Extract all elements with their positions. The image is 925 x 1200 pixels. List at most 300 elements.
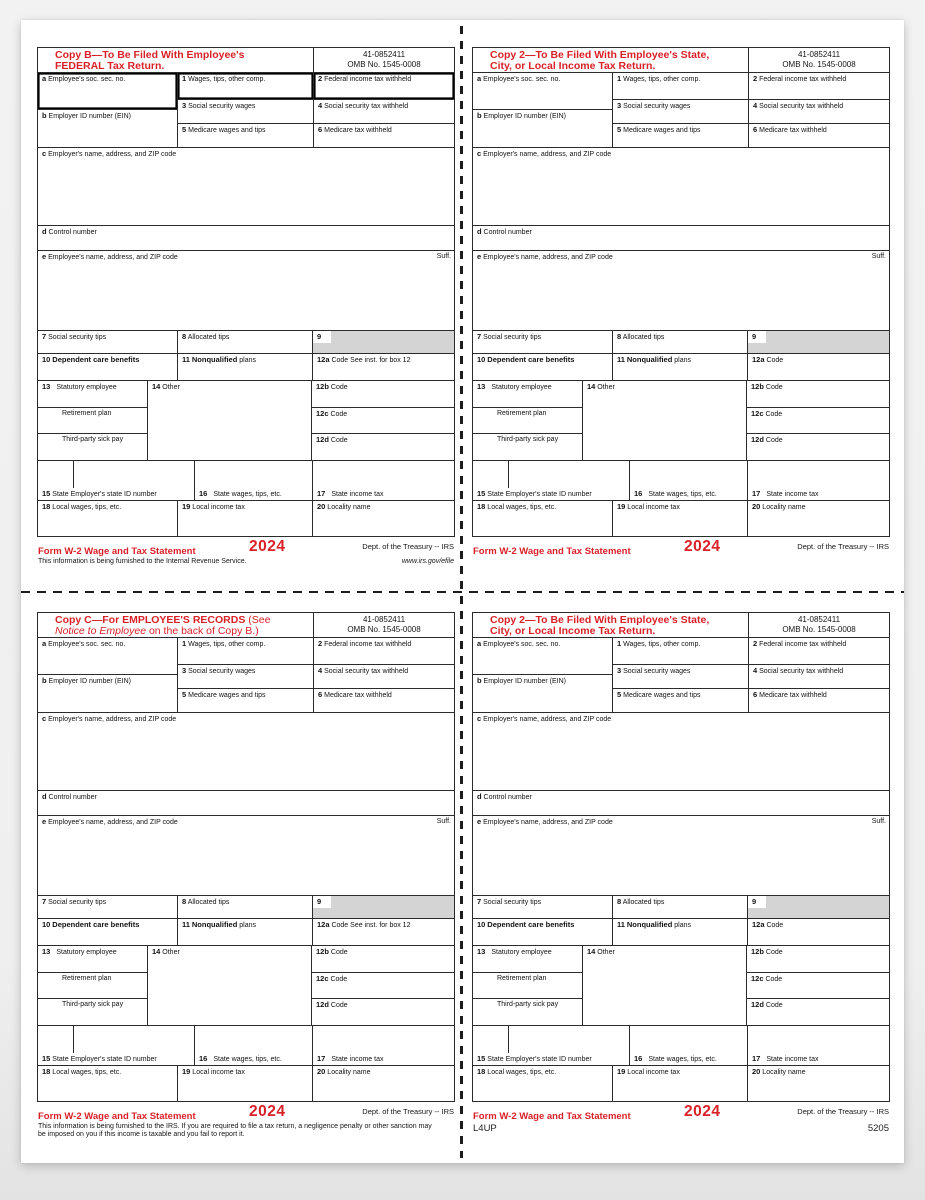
box-2-federal-tax bbox=[749, 73, 889, 99]
box-13-statutory-employee bbox=[38, 946, 147, 973]
box-5-number: 5 bbox=[182, 125, 187, 134]
box-5-medicare-wages bbox=[178, 124, 314, 147]
column-a-b bbox=[473, 73, 613, 147]
box-b-label: Employer ID number (EIN) bbox=[483, 113, 567, 120]
form-title-footer: Form W-2 Wage and Tax Statement bbox=[473, 1111, 631, 1122]
box-b-number: b bbox=[42, 676, 47, 685]
box-13-label: Statutory employee bbox=[56, 384, 117, 391]
box-20-locality-name bbox=[748, 1066, 889, 1101]
box-8-number: 8 bbox=[617, 897, 622, 906]
treasury-dept-label: Dept. of the Treasury -- IRS bbox=[797, 542, 889, 551]
box-3-label: Social security wages bbox=[188, 103, 256, 110]
box-16-label: State wages, tips, etc. bbox=[648, 490, 717, 498]
box-e-label: Employee's name, address, and ZIP code bbox=[483, 254, 613, 261]
box-15-label: State Employer's state ID number bbox=[52, 1055, 157, 1063]
control-print-number: 41-0852411 bbox=[797, 615, 841, 624]
box-2-label: Federal income tax withheld bbox=[759, 641, 847, 648]
box-d-label: Control number bbox=[483, 229, 532, 236]
box-12c-code bbox=[312, 408, 454, 434]
box-e-employee-name bbox=[38, 816, 454, 896]
box-e-employee-name bbox=[473, 251, 889, 331]
box-8-allocated-tips bbox=[178, 896, 313, 918]
box-20-locality-name bbox=[313, 1066, 454, 1101]
box-c-number: c bbox=[477, 714, 482, 723]
box-d-number: d bbox=[477, 227, 482, 236]
box-3-label: Social security wages bbox=[623, 668, 691, 675]
box-12c-number: 12c bbox=[751, 974, 764, 983]
box-13-checkboxes bbox=[38, 381, 148, 460]
treasury-dept-label: Dept. of the Treasury -- IRS bbox=[797, 1107, 889, 1116]
copy-title-reg-1: (See bbox=[245, 614, 271, 626]
treasury-dept-label: Dept. of the Treasury -- IRS bbox=[362, 542, 454, 551]
footer-notes bbox=[473, 1123, 889, 1133]
box-2-number: 2 bbox=[318, 74, 323, 83]
box-6-medicare-tax bbox=[314, 689, 454, 712]
box-b-label: Employer ID number (EIN) bbox=[48, 678, 132, 685]
box-4-number: 4 bbox=[318, 101, 323, 110]
box-e-number: e bbox=[42, 817, 47, 826]
omb-number: OMB No. 1545-0008 bbox=[347, 60, 421, 69]
form-title-footer: Form W-2 Wage and Tax Statement bbox=[38, 1111, 196, 1122]
box-3-ss-wages bbox=[178, 100, 314, 123]
box-5-number: 5 bbox=[617, 125, 622, 134]
boxes-7-8-9-band bbox=[473, 896, 889, 919]
box-b-employer-ein bbox=[473, 675, 612, 712]
box-11-number: 11 bbox=[617, 355, 625, 364]
box-e-employee-name bbox=[38, 251, 454, 331]
box-1-number: 1 bbox=[182, 639, 187, 648]
box-e-label: Employee's name, address, and ZIP code bbox=[48, 254, 178, 261]
box-3-number: 3 bbox=[182, 666, 187, 675]
box-15-label: State Employer's state ID number bbox=[487, 490, 592, 498]
box-7-label: Social security tips bbox=[483, 334, 542, 341]
box-c-label: Employer's name, address, and ZIP code bbox=[48, 151, 177, 158]
box-7-label: Social security tips bbox=[48, 334, 107, 341]
box-18-number: 18 bbox=[42, 1067, 51, 1076]
box-12d-number: 12d bbox=[751, 1000, 764, 1009]
box-8-label: Allocated tips bbox=[187, 334, 230, 341]
box-1-number: 1 bbox=[617, 639, 622, 648]
copy-title-italic-2: Notice to Employee bbox=[55, 625, 147, 637]
state-code-divider bbox=[73, 461, 74, 488]
box-14-number: 14 bbox=[587, 382, 596, 391]
box-19-local-income-tax bbox=[178, 1066, 313, 1101]
box-6-label: Medicare tax withheld bbox=[324, 692, 392, 699]
box-17-label: State income tax bbox=[331, 490, 384, 498]
box-a-employee-ssn bbox=[473, 73, 612, 110]
box-20-number: 20 bbox=[317, 1067, 326, 1076]
box-16-number: 16 bbox=[199, 1053, 208, 1063]
boxes-1-to-6 bbox=[613, 73, 889, 147]
box-d-number: d bbox=[42, 227, 47, 236]
box-4-number: 4 bbox=[753, 666, 758, 675]
box-20-number: 20 bbox=[317, 502, 326, 511]
tax-year: 2024 bbox=[249, 1103, 286, 1120]
box-18-label: Local wages, tips, etc. bbox=[487, 504, 557, 511]
box-18-number: 18 bbox=[477, 1067, 486, 1076]
box-18-number: 18 bbox=[42, 502, 51, 511]
box-9-number: 9 bbox=[748, 331, 766, 343]
box-17-number: 17 bbox=[752, 488, 761, 498]
footer-note-right: 5205 bbox=[867, 1123, 889, 1134]
box-9-shaded bbox=[748, 896, 889, 918]
retirement-plan-label: Retirement plan bbox=[497, 975, 547, 982]
cut-line-horizontal bbox=[21, 591, 904, 593]
box-5-label: Medicare wages and tips bbox=[623, 692, 701, 699]
box-19-label: Local income tax bbox=[627, 504, 680, 511]
third-party-sick-pay-label: Third-party sick pay bbox=[62, 436, 124, 443]
box-5-number: 5 bbox=[182, 690, 187, 699]
box-2-federal-tax bbox=[314, 73, 454, 99]
box-13-statutory-employee bbox=[473, 946, 582, 973]
box-1-label: Wages, tips, other comp. bbox=[623, 641, 701, 648]
box-7-ss-tips bbox=[38, 331, 178, 353]
box-d-label: Control number bbox=[48, 794, 97, 801]
copy-title-bold-2: FEDERAL Tax Return. bbox=[55, 60, 165, 72]
boxes-13-14-12bcd-band bbox=[473, 381, 889, 461]
box-12c-number: 12c bbox=[316, 974, 329, 983]
box-19-number: 19 bbox=[617, 502, 626, 511]
box-d-number: d bbox=[42, 792, 47, 801]
box-e-number: e bbox=[42, 252, 47, 261]
boxes-7-8-9-band bbox=[473, 331, 889, 354]
form-header bbox=[473, 613, 889, 638]
box-9-number: 9 bbox=[313, 896, 331, 908]
box-12d-code bbox=[312, 999, 454, 1025]
box-a-label: Employee's soc. sec. no. bbox=[483, 641, 561, 648]
copy-title-bold-1: Copy C—For EMPLOYEE'S RECORDS bbox=[55, 614, 246, 626]
box-17-state-income-tax bbox=[748, 1026, 889, 1065]
box-2-federal-tax bbox=[314, 638, 454, 664]
box-16-state-wages bbox=[630, 461, 748, 500]
box-15-number: 15 bbox=[42, 1053, 51, 1063]
copy-title-line-2 bbox=[490, 626, 746, 637]
box-16-number: 16 bbox=[634, 1053, 643, 1063]
box-4-ss-tax bbox=[314, 100, 454, 123]
state-code-divider bbox=[73, 1026, 74, 1053]
box-17-state-income-tax bbox=[313, 1026, 454, 1065]
box-a-number: a bbox=[477, 639, 482, 648]
box-5-medicare-wages bbox=[613, 689, 749, 712]
box-12c-label: Code bbox=[765, 976, 783, 983]
box-a-employee-ssn bbox=[473, 638, 612, 675]
box-18-local-wages bbox=[473, 1066, 613, 1101]
w2-quadrant-copy-c-employee-records bbox=[37, 612, 455, 1145]
box-12d-number: 12d bbox=[751, 435, 764, 444]
box-11-nonqualified-plans bbox=[613, 919, 748, 945]
box-5-medicare-wages bbox=[613, 124, 749, 147]
box-2-federal-tax bbox=[749, 638, 889, 664]
box-12b-number: 12b bbox=[316, 382, 329, 391]
boxes-13-14-12bcd-band bbox=[473, 946, 889, 1026]
box-13-retirement-plan bbox=[473, 973, 582, 999]
box-11-label-reg: plans bbox=[239, 357, 256, 364]
form-header bbox=[473, 48, 889, 73]
boxes-1-to-6 bbox=[178, 638, 454, 712]
boxes-12b-12c-12d bbox=[312, 946, 454, 1025]
box-12a-label: Code See inst. for box 12 bbox=[331, 922, 411, 929]
box-14-other bbox=[583, 946, 747, 1025]
control-print-number: 41-0852411 bbox=[362, 50, 406, 59]
header-boxes-band bbox=[473, 73, 889, 148]
footer-note-left: This information is being furnished to the Internal Revenue Service. bbox=[38, 558, 247, 565]
box-d-number: d bbox=[477, 792, 482, 801]
header-boxes-band bbox=[473, 638, 889, 713]
box-14-other bbox=[583, 381, 747, 460]
box-3-ss-wages bbox=[613, 665, 749, 688]
box-16-state-wages bbox=[630, 1026, 748, 1065]
box-11-label-bold: Nonqualified bbox=[191, 355, 238, 364]
box-7-number: 7 bbox=[477, 332, 482, 341]
box-15-number: 15 bbox=[477, 488, 486, 498]
tax-year: 2024 bbox=[684, 1103, 721, 1120]
box-14-label: Other bbox=[597, 949, 615, 956]
column-a-b bbox=[38, 638, 178, 712]
box-1-label: Wages, tips, other comp. bbox=[188, 76, 266, 83]
box-c-number: c bbox=[42, 149, 47, 158]
box-18-label: Local wages, tips, etc. bbox=[52, 504, 122, 511]
box-10-label: Dependent care benefits bbox=[52, 920, 140, 929]
box-1-label: Wages, tips, other comp. bbox=[188, 641, 266, 648]
box-2-number: 2 bbox=[753, 74, 758, 83]
control-print-number: 41-0852411 bbox=[362, 615, 406, 624]
omb-box bbox=[314, 613, 454, 637]
suffix-label: Suff. bbox=[871, 818, 886, 825]
boxes-1-to-6 bbox=[613, 638, 889, 712]
box-8-allocated-tips bbox=[178, 331, 313, 353]
copy-title-bold-1: Copy 2—To Be Filed With Employee's State, bbox=[490, 49, 710, 61]
boxes-15-16-17-band bbox=[473, 1026, 889, 1066]
copy-title-bold-1: Copy 2—To Be Filed With Employee's State, bbox=[490, 614, 710, 626]
box-10-label: Dependent care benefits bbox=[52, 355, 140, 364]
header-boxes-band bbox=[38, 638, 454, 713]
box-13-checkboxes bbox=[473, 381, 583, 460]
box-8-allocated-tips bbox=[613, 331, 748, 353]
box-13-number: 13 bbox=[42, 382, 51, 391]
box-12a-label: Code bbox=[766, 922, 784, 929]
box-20-number: 20 bbox=[752, 1067, 761, 1076]
boxes-12b-12c-12d bbox=[747, 946, 889, 1025]
box-1-number: 1 bbox=[617, 74, 622, 83]
box-6-label: Medicare tax withheld bbox=[324, 127, 392, 134]
box-15-label: State Employer's state ID number bbox=[52, 490, 157, 498]
box-8-number: 8 bbox=[617, 332, 622, 341]
box-12b-label: Code bbox=[765, 384, 783, 391]
box-16-state-wages bbox=[195, 1026, 313, 1065]
box-13-number: 13 bbox=[477, 947, 486, 956]
box-17-number: 17 bbox=[317, 488, 326, 498]
box-16-label: State wages, tips, etc. bbox=[213, 490, 282, 498]
box-13-third-party-sick-pay bbox=[473, 999, 582, 1025]
box-13-checkboxes bbox=[38, 946, 148, 1025]
box-c-employer-name bbox=[473, 713, 889, 791]
column-a-b bbox=[38, 73, 178, 147]
box-18-label: Local wages, tips, etc. bbox=[52, 1069, 122, 1076]
footer-note-right: www.irs.gov/efile bbox=[401, 558, 454, 565]
box-7-ss-tips bbox=[473, 896, 613, 918]
box-d-label: Control number bbox=[483, 794, 532, 801]
boxes-10-11-12a-band bbox=[473, 354, 889, 381]
w2-4up-sheet bbox=[21, 20, 904, 1163]
box-12c-code bbox=[312, 973, 454, 999]
box-4-label: Social security tax withheld bbox=[759, 103, 844, 110]
box-19-number: 19 bbox=[182, 502, 191, 511]
box-10-dependent-care bbox=[473, 919, 613, 945]
box-12a-label: Code bbox=[766, 357, 784, 364]
state-code-divider bbox=[508, 461, 509, 488]
box-e-number: e bbox=[477, 252, 482, 261]
box-2-number: 2 bbox=[753, 639, 758, 648]
boxes-7-8-9-band bbox=[38, 896, 454, 919]
box-c-employer-name bbox=[38, 713, 454, 791]
box-12a-code bbox=[748, 354, 889, 380]
box-19-local-income-tax bbox=[178, 501, 313, 536]
box-8-label: Allocated tips bbox=[622, 899, 665, 906]
box-9-shaded bbox=[313, 331, 454, 353]
box-11-number: 11 bbox=[182, 920, 190, 929]
box-12c-label: Code bbox=[330, 976, 348, 983]
box-a-number: a bbox=[42, 74, 47, 83]
treasury-dept-label: Dept. of the Treasury -- IRS bbox=[362, 1107, 454, 1116]
box-10-dependent-care bbox=[38, 354, 178, 380]
box-2-label: Federal income tax withheld bbox=[324, 641, 412, 648]
retirement-plan-label: Retirement plan bbox=[497, 410, 547, 417]
box-17-state-income-tax bbox=[313, 461, 454, 500]
box-13-retirement-plan bbox=[473, 408, 582, 434]
box-12b-number: 12b bbox=[316, 947, 329, 956]
suffix-label: Suff. bbox=[871, 253, 886, 260]
copy-title-bold-1: Copy B—To Be Filed With Employee's bbox=[55, 49, 245, 61]
box-12c-code bbox=[747, 408, 889, 434]
box-20-number: 20 bbox=[752, 502, 761, 511]
box-10-label: Dependent care benefits bbox=[487, 355, 575, 364]
box-18-local-wages bbox=[38, 501, 178, 536]
box-16-number: 16 bbox=[634, 488, 643, 498]
boxes-15-16-17-band bbox=[473, 461, 889, 501]
box-17-label: State income tax bbox=[766, 1055, 819, 1063]
w2-quadrant-copy-b-federal bbox=[37, 47, 455, 580]
box-3-ss-wages bbox=[613, 100, 749, 123]
box-14-label: Other bbox=[597, 384, 615, 391]
footer-note-left: This information is being furnished to the IRS. If you are required to file a tax return, a negligence penalty or other sanction may be imposed on you if this income is taxable and you fail to report it. bbox=[38, 1123, 432, 1138]
box-b-label: Employer ID number (EIN) bbox=[48, 113, 132, 120]
box-b-number: b bbox=[477, 111, 482, 120]
box-12a-number: 12a bbox=[317, 355, 330, 364]
box-b-number: b bbox=[477, 676, 482, 685]
box-4-ss-tax bbox=[749, 100, 889, 123]
box-14-other bbox=[148, 381, 312, 460]
box-19-local-income-tax bbox=[613, 501, 748, 536]
box-19-label: Local income tax bbox=[192, 1069, 245, 1076]
header-boxes-band bbox=[38, 73, 454, 148]
copy-title-bold-2: City, or Local Income Tax Return. bbox=[490, 60, 656, 72]
w2-form-border bbox=[472, 47, 890, 537]
box-6-medicare-tax bbox=[749, 124, 889, 147]
box-14-number: 14 bbox=[152, 947, 161, 956]
box-12b-number: 12b bbox=[751, 947, 764, 956]
boxes-12b-12c-12d bbox=[312, 381, 454, 460]
box-12b-code bbox=[312, 946, 454, 973]
box-20-locality-name bbox=[748, 501, 889, 536]
box-15-number: 15 bbox=[42, 488, 51, 498]
copy-title-reg-2: on the back of Copy B.) bbox=[146, 625, 259, 637]
box-4-label: Social security tax withheld bbox=[324, 668, 409, 675]
w2-form-border bbox=[472, 612, 890, 1102]
box-17-label: State income tax bbox=[766, 490, 819, 498]
omb-box bbox=[314, 48, 454, 72]
box-a-number: a bbox=[42, 639, 47, 648]
box-7-number: 7 bbox=[477, 897, 482, 906]
third-party-sick-pay-label: Third-party sick pay bbox=[62, 1001, 124, 1008]
box-18-number: 18 bbox=[477, 502, 486, 511]
box-3-number: 3 bbox=[617, 101, 622, 110]
boxes-18-19-20-band bbox=[473, 1066, 889, 1101]
box-11-label-reg: plans bbox=[239, 922, 256, 929]
box-10-label: Dependent care benefits bbox=[487, 920, 575, 929]
box-b-employer-ein bbox=[38, 675, 177, 712]
box-a-label: Employee's soc. sec. no. bbox=[483, 76, 561, 83]
box-9-number: 9 bbox=[748, 896, 766, 908]
w2-form-border bbox=[37, 47, 455, 537]
box-7-number: 7 bbox=[42, 332, 47, 341]
boxes-13-14-12bcd-band bbox=[38, 381, 454, 461]
omb-box bbox=[749, 613, 889, 637]
w2-quadrant-copy-2-state-bottom bbox=[472, 612, 890, 1145]
box-d-control-number bbox=[38, 791, 454, 816]
box-10-number: 10 bbox=[42, 920, 51, 929]
box-4-number: 4 bbox=[318, 666, 323, 675]
box-14-label: Other bbox=[162, 384, 180, 391]
box-12c-code bbox=[747, 973, 889, 999]
box-c-employer-name bbox=[38, 148, 454, 226]
box-20-locality-name bbox=[313, 501, 454, 536]
box-b-label: Employer ID number (EIN) bbox=[483, 678, 567, 685]
box-14-number: 14 bbox=[587, 947, 596, 956]
box-18-local-wages bbox=[473, 501, 613, 536]
form-header bbox=[38, 613, 454, 638]
box-11-number: 11 bbox=[182, 355, 190, 364]
box-11-nonqualified-plans bbox=[178, 919, 313, 945]
w2-form-border bbox=[37, 612, 455, 1102]
box-3-label: Social security wages bbox=[623, 103, 691, 110]
box-12b-label: Code bbox=[330, 384, 348, 391]
tax-year: 2024 bbox=[249, 538, 286, 555]
box-12b-code bbox=[312, 381, 454, 408]
footer-notes bbox=[38, 1123, 454, 1139]
boxes-18-19-20-band bbox=[473, 501, 889, 536]
box-6-label: Medicare tax withheld bbox=[759, 692, 827, 699]
box-14-number: 14 bbox=[152, 382, 161, 391]
box-9-shaded bbox=[313, 896, 454, 918]
box-12c-label: Code bbox=[330, 411, 348, 418]
form-header bbox=[38, 48, 454, 73]
box-4-ss-tax bbox=[749, 665, 889, 688]
box-12a-code bbox=[748, 919, 889, 945]
form-title-footer: Form W-2 Wage and Tax Statement bbox=[473, 546, 631, 557]
boxes-18-19-20-band bbox=[38, 501, 454, 536]
box-6-number: 6 bbox=[753, 690, 758, 699]
box-1-wages bbox=[178, 638, 314, 664]
box-13-number: 13 bbox=[477, 382, 486, 391]
box-8-number: 8 bbox=[182, 897, 187, 906]
form-footer bbox=[37, 1103, 455, 1145]
box-c-label: Employer's name, address, and ZIP code bbox=[48, 716, 177, 723]
box-7-label: Social security tips bbox=[483, 899, 542, 906]
box-12a-number: 12a bbox=[317, 920, 330, 929]
suffix-label: Suff. bbox=[436, 818, 451, 825]
box-1-wages bbox=[613, 638, 749, 664]
box-13-label: Statutory employee bbox=[491, 949, 552, 956]
